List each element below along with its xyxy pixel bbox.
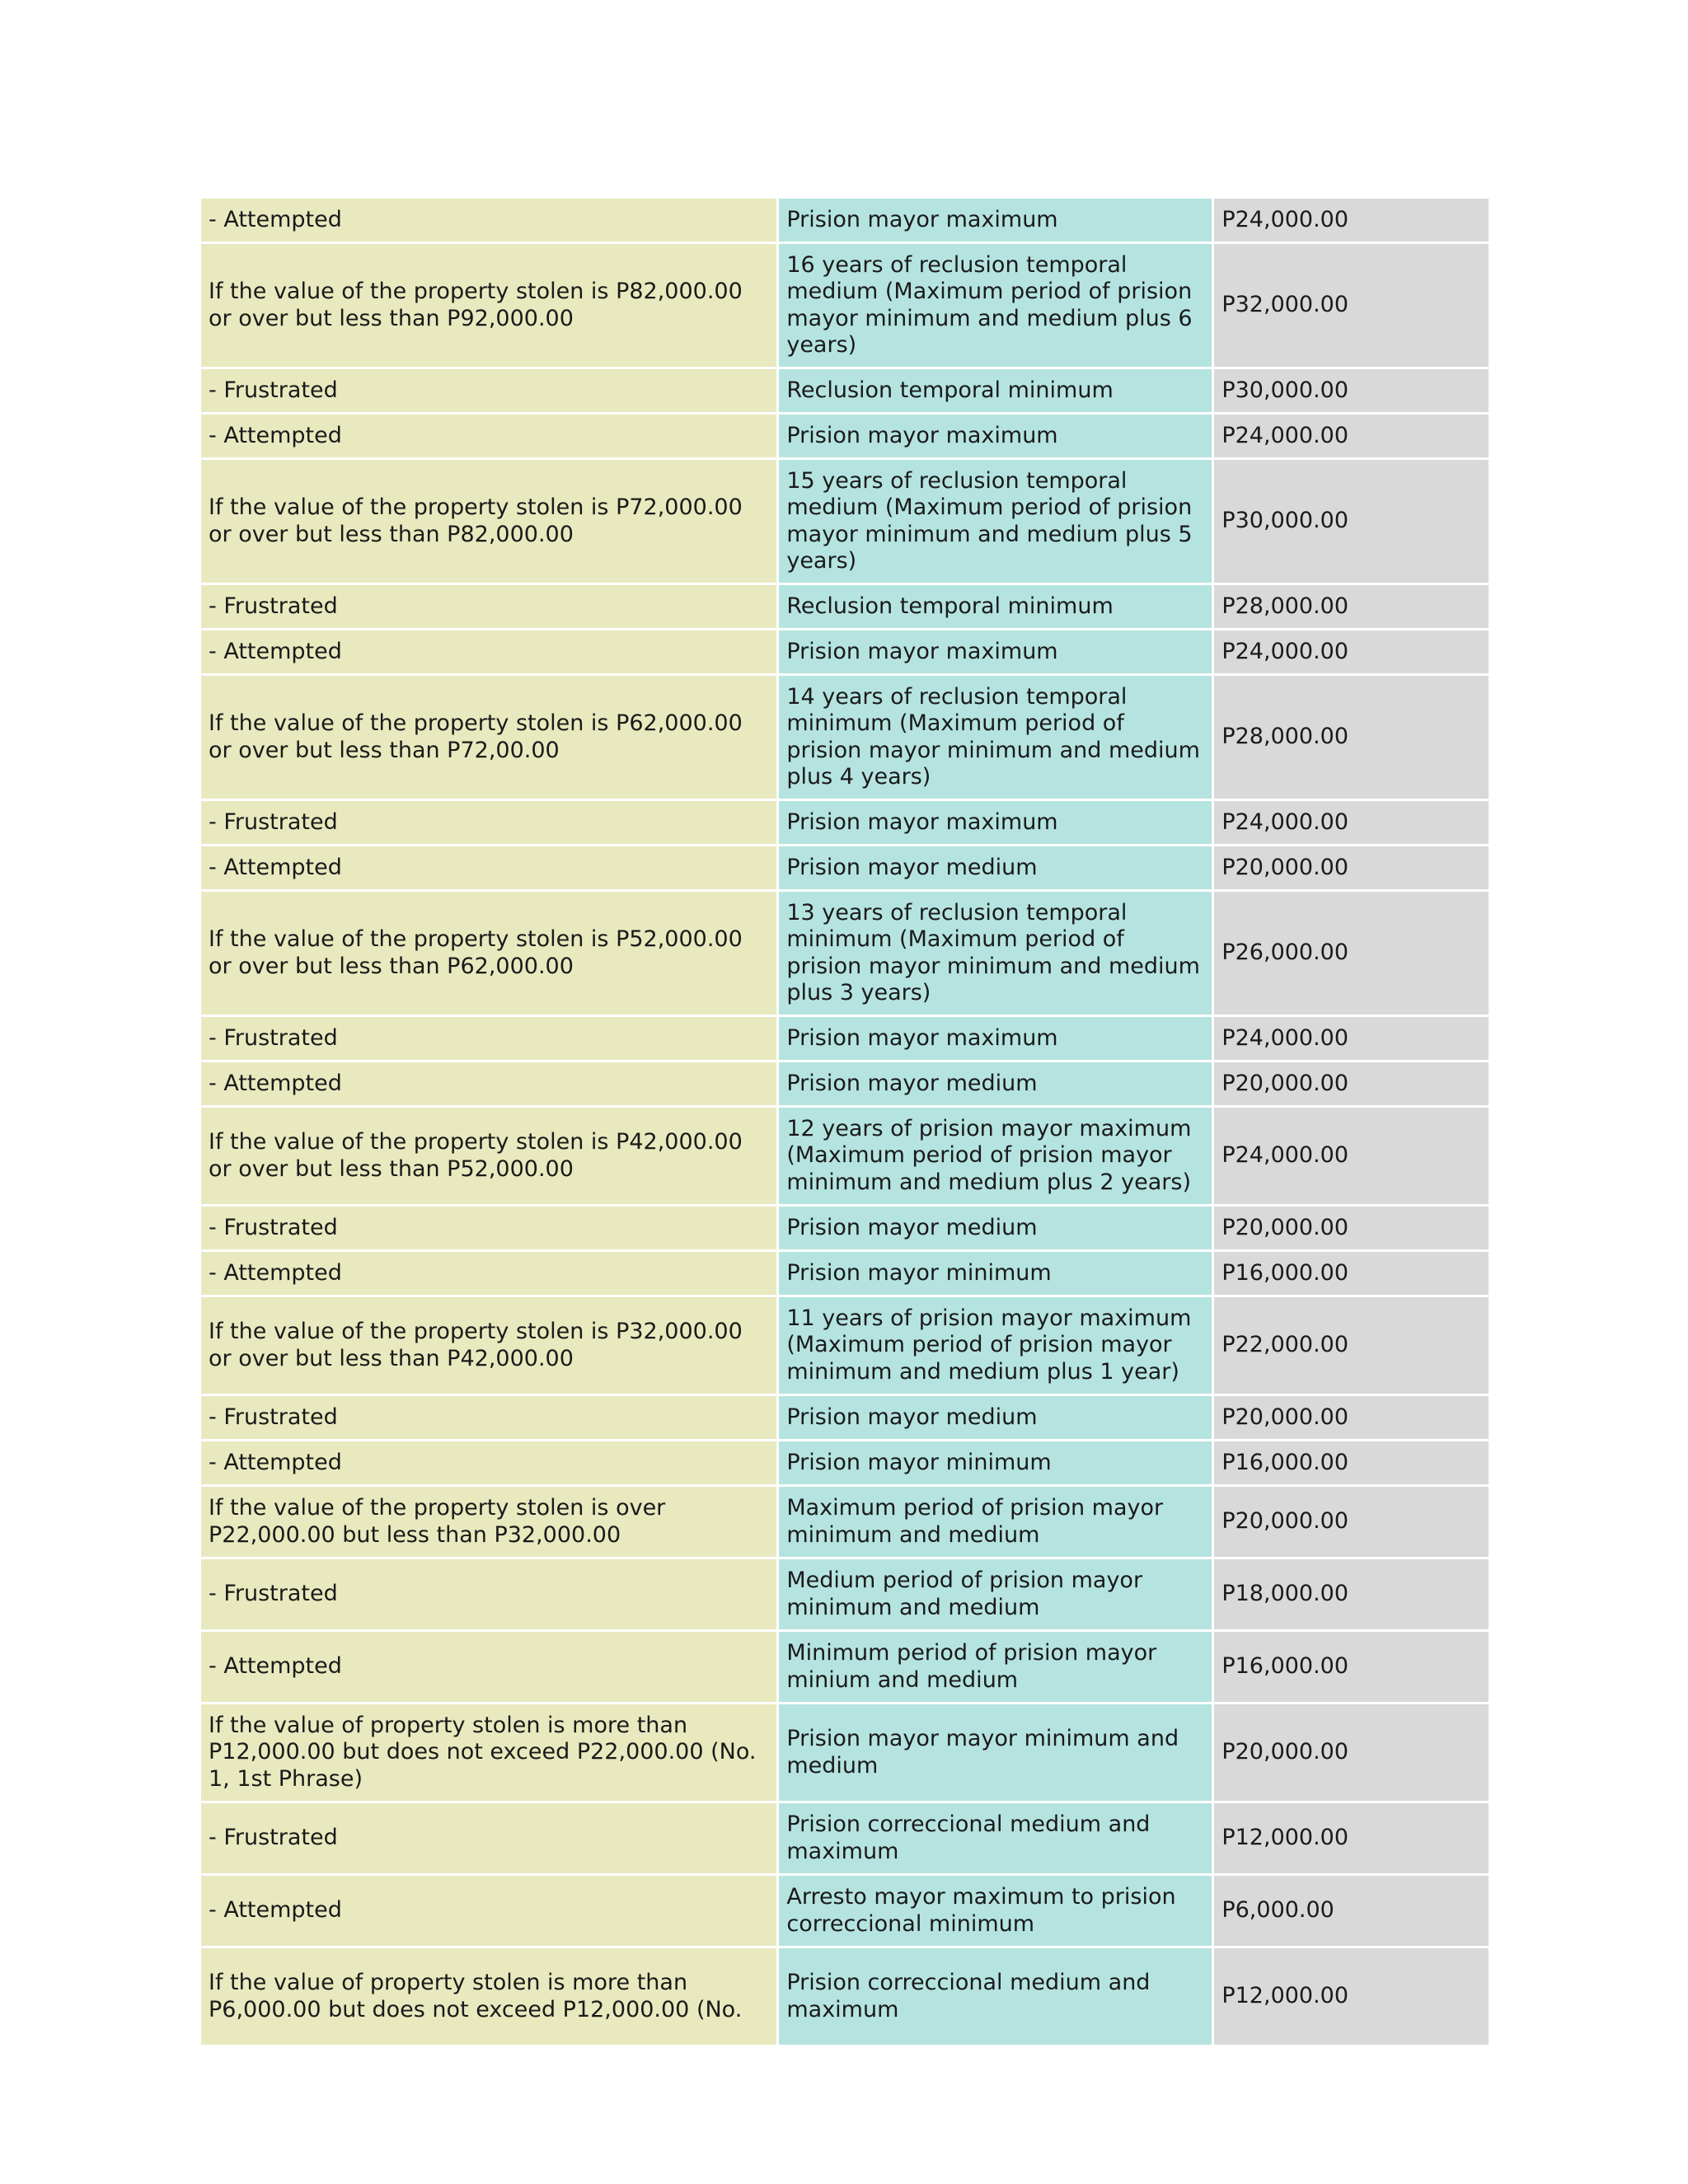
fine-cell: P20,000.00 [1214, 1062, 1489, 1105]
penalty-cell: Reclusion temporal minimum [779, 369, 1212, 412]
offense-cell: - Attempted [201, 846, 776, 889]
penalty-cell: Prision mayor maximum [779, 801, 1212, 844]
fine-cell: P28,000.00 [1214, 585, 1489, 628]
penalty-cell: Medium period of prision mayor minimum and medium [779, 1559, 1212, 1629]
table-row [201, 1704, 1489, 1801]
table-row [201, 1559, 1489, 1629]
offense-cell: If the value of the property stolen is P42,000.00 or over but less than P52,000.00 [201, 1108, 776, 1204]
offense-cell: If the value of the property stolen is P82,000.00 or over but less than P92,000.00 [201, 244, 776, 367]
table-row [201, 892, 1489, 1015]
penalty-cell: Prision mayor maximum [779, 415, 1212, 457]
offense-cell: - Frustrated [201, 1559, 776, 1629]
fine-cell: P24,000.00 [1214, 630, 1489, 673]
offense-cell: - Frustrated [201, 1017, 776, 1060]
penalty-cell: Reclusion temporal minimum [779, 585, 1212, 628]
fine-cell: P16,000.00 [1214, 1252, 1489, 1295]
fine-cell: P24,000.00 [1214, 1108, 1489, 1204]
penalty-cell: 16 years of reclusion temporal medium (Maximum period of prision mayor minimum and medium plus 6 years) [779, 244, 1212, 367]
offense-cell: If the value of the property stolen is P52,000.00 or over but less than P62,000.00 [201, 892, 776, 1015]
fine-cell: P30,000.00 [1214, 460, 1489, 583]
offense-cell: - Frustrated [201, 801, 776, 844]
fine-cell: P20,000.00 [1214, 1207, 1489, 1249]
table-row [201, 1396, 1489, 1439]
fine-cell: P20,000.00 [1214, 1487, 1489, 1557]
fine-cell: P32,000.00 [1214, 244, 1489, 367]
offense-cell: If the value of the property stolen is P62,000.00 or over but less than P72,00.00 [201, 676, 776, 799]
penalty-cell: Prision correccional medium and maximum [779, 1803, 1212, 1873]
penalty-cell: Maximum period of prision mayor minimum and medium [779, 1487, 1212, 1557]
penalty-cell: Prision mayor minimum [779, 1252, 1212, 1295]
penalty-cell: Prision mayor maximum [779, 1017, 1212, 1060]
offense-cell: - Frustrated [201, 585, 776, 628]
table-row [201, 1948, 1489, 2045]
fine-cell: P24,000.00 [1214, 801, 1489, 844]
offense-cell: - Attempted [201, 630, 776, 673]
fine-cell: P20,000.00 [1214, 1396, 1489, 1439]
penalty-cell: 15 years of reclusion temporal medium (Maximum period of prision mayor minimum and medium plus 5 years) [779, 460, 1212, 583]
offense-cell: - Frustrated [201, 1207, 776, 1249]
fine-cell: P28,000.00 [1214, 676, 1489, 799]
offense-cell: - Frustrated [201, 1396, 776, 1439]
penalty-cell: Prision mayor medium [779, 1207, 1212, 1249]
penalty-cell: Minimum period of prision mayor minium and medium [779, 1632, 1212, 1702]
penalty-cell: 14 years of reclusion temporal minimum (Maximum period of prision mayor minimum and medium plus 4 years) [779, 676, 1212, 799]
fine-cell: P26,000.00 [1214, 892, 1489, 1015]
table-row [201, 1803, 1489, 1873]
offense-cell: - Attempted [201, 199, 776, 241]
fine-cell: P24,000.00 [1214, 1017, 1489, 1060]
fine-cell: P20,000.00 [1214, 846, 1489, 889]
fine-cell: P24,000.00 [1214, 415, 1489, 457]
offense-cell: If the value of property stolen is more than P6,000.00 but does not exceed P12,000.00 (No. [201, 1948, 776, 2045]
offense-cell: - Attempted [201, 1876, 776, 1946]
penalty-cell: Arresto mayor maximum to prision correccional minimum [779, 1876, 1212, 1946]
table-row [201, 369, 1489, 412]
table-viewport [201, 199, 1489, 2022]
table-row [201, 1252, 1489, 1295]
table-row [201, 1632, 1489, 1702]
fine-cell: P20,000.00 [1214, 1704, 1489, 1801]
offense-cell: - Attempted [201, 415, 776, 457]
offense-cell: - Attempted [201, 1632, 776, 1702]
penalty-cell: Prision mayor maximum [779, 630, 1212, 673]
offense-cell: If the value of property stolen is more than P12,000.00 but does not exceed P22,000.00 (No. 1, 1st Phrase) [201, 1704, 776, 1801]
penalty-cell: Prision correccional medium and maximum [779, 1948, 1212, 2045]
fine-cell: P12,000.00 [1214, 1948, 1489, 2045]
offense-cell: - Frustrated [201, 1803, 776, 1873]
penalty-cell: Prision mayor medium [779, 1396, 1212, 1439]
table-row [201, 1487, 1489, 1557]
fine-cell: P18,000.00 [1214, 1559, 1489, 1629]
penalty-cell: Prision mayor mayor minimum and medium [779, 1704, 1212, 1801]
table-row [201, 1297, 1489, 1394]
table-row [201, 1876, 1489, 1946]
penalty-cell: Prision mayor maximum [779, 199, 1212, 241]
fine-cell: P22,000.00 [1214, 1297, 1489, 1394]
penalty-cell: 11 years of prision mayor maximum (Maximum period of prision mayor minimum and medium plus 1 year) [779, 1297, 1212, 1394]
table-row [201, 199, 1489, 241]
table-row [201, 676, 1489, 799]
table-row [201, 585, 1489, 628]
table-row [201, 846, 1489, 889]
offense-cell: If the value of the property stolen is P32,000.00 or over but less than P42,000.00 [201, 1297, 776, 1394]
table-row [201, 1441, 1489, 1484]
table-row [201, 1017, 1489, 1060]
table-row [201, 1062, 1489, 1105]
penalty-cell: Prision mayor minimum [779, 1441, 1212, 1484]
offense-cell: - Attempted [201, 1062, 776, 1105]
fine-cell: P16,000.00 [1214, 1441, 1489, 1484]
penalty-table [199, 196, 1491, 2047]
fine-cell: P24,000.00 [1214, 199, 1489, 241]
fine-cell: P16,000.00 [1214, 1632, 1489, 1702]
table-row [201, 244, 1489, 367]
offense-cell: If the value of the property stolen is P72,000.00 or over but less than P82,000.00 [201, 460, 776, 583]
offense-cell: If the value of the property stolen is over P22,000.00 but less than P32,000.00 [201, 1487, 776, 1557]
offense-cell: - Frustrated [201, 369, 776, 412]
table-row [201, 801, 1489, 844]
table-row [201, 630, 1489, 673]
penalty-cell: Prision mayor medium [779, 1062, 1212, 1105]
offense-cell: - Attempted [201, 1252, 776, 1295]
table-row [201, 460, 1489, 583]
penalty-cell: 13 years of reclusion temporal minimum (Maximum period of prision mayor minimum and medium plus 3 years) [779, 892, 1212, 1015]
fine-cell: P12,000.00 [1214, 1803, 1489, 1873]
fine-cell: P6,000.00 [1214, 1876, 1489, 1946]
fine-cell: P30,000.00 [1214, 369, 1489, 412]
table-row [201, 1108, 1489, 1204]
penalty-cell: 12 years of prision mayor maximum (Maximum period of prision mayor minimum and medium plus 2 years) [779, 1108, 1212, 1204]
table-row [201, 415, 1489, 457]
penalty-cell: Prision mayor medium [779, 846, 1212, 889]
offense-cell: - Attempted [201, 1441, 776, 1484]
table-row [201, 1207, 1489, 1249]
table-body [201, 199, 1489, 2045]
